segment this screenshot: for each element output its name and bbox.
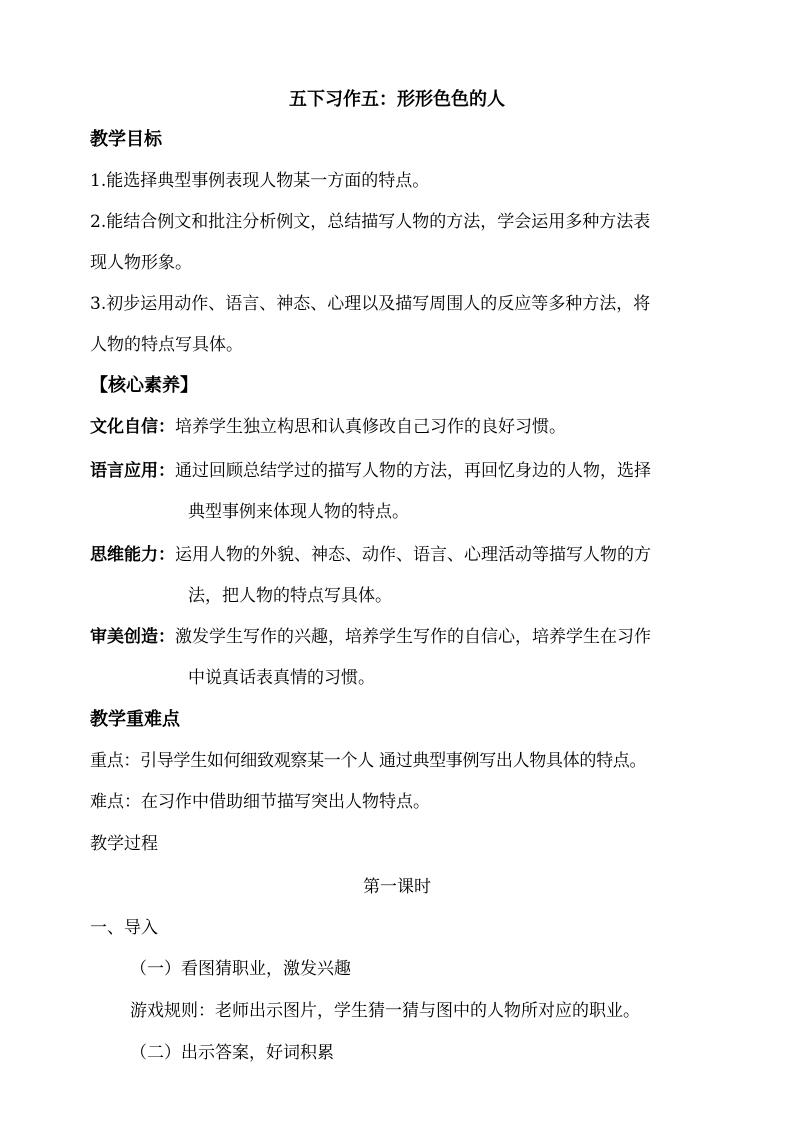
thinking-item [90,544,651,566]
goal-1: 1.能选择典型事例表现人物某一方面的特点。 [90,171,430,191]
goal-3-line-2: 人物的特点写具体。 [90,335,243,355]
goal-2-line-2: 现人物形象。 [90,253,192,273]
goals-heading: 教学目标 [90,129,162,150]
game-rule: 游戏规则：老师出示图片，学生猜一猜与图中的人物所对应的职业。 [130,1001,640,1021]
language-text-line-2: 典型事例来体现人物的特点。 [188,502,409,522]
culture-text: 培养学生独立构思和认真修改自己习作的良好习惯。 [175,417,566,437]
core-literacy-heading: 【核心素养】 [90,375,198,396]
thinking-text-line-1: 运用人物的外貌、神态、动作、语言、心理活动等描写人物的方 [175,545,651,565]
culture-item [90,416,566,438]
document-title: 五下习作五：形形色色的人 [289,89,505,110]
aesthetic-text-line-2: 中说真话表真情的习惯。 [188,668,375,688]
language-item [90,460,651,482]
goal-3-line-1: 3.初步运用动作、语言、神态、心理以及描写周围人的反应等多种方法，将 [90,294,651,314]
process-heading: 教学过程 [90,834,158,854]
difficult-point: 难点：在习作中借助细节描写突出人物特点。 [90,792,430,812]
lesson-heading: 第一课时 [363,877,431,897]
language-text-line-1: 通过回顾总结学过的描写人物的方法，再回忆身边的人物，选择 [175,461,651,481]
culture-label: 文化自信： [90,417,175,437]
key-point: 重点：引导学生如何细致观察某一个人 通过典型事例写出人物具体的特点。 [90,751,647,771]
thinking-text-line-2: 法，把人物的特点写具体。 [188,586,392,606]
thinking-label: 思维能力： [90,545,175,565]
goal-2-line-1: 2.能结合例文和批注分析例文，总结描写人物的方法，学会运用多种方法表 [90,212,651,232]
subsection-1: （一）看图猜职业，激发兴趣 [130,959,351,979]
subsection-2: （二）出示答案，好词积累 [130,1043,334,1063]
aesthetic-label: 审美创造： [90,627,175,647]
language-label: 语言应用： [90,461,175,481]
section-intro: 一、导入 [90,918,158,938]
key-difficult-heading: 教学重难点 [90,709,180,730]
aesthetic-text-line-1: 激发学生写作的兴趣，培养学生写作的自信心，培养学生在习作 [175,627,651,647]
aesthetic-item [90,626,651,648]
